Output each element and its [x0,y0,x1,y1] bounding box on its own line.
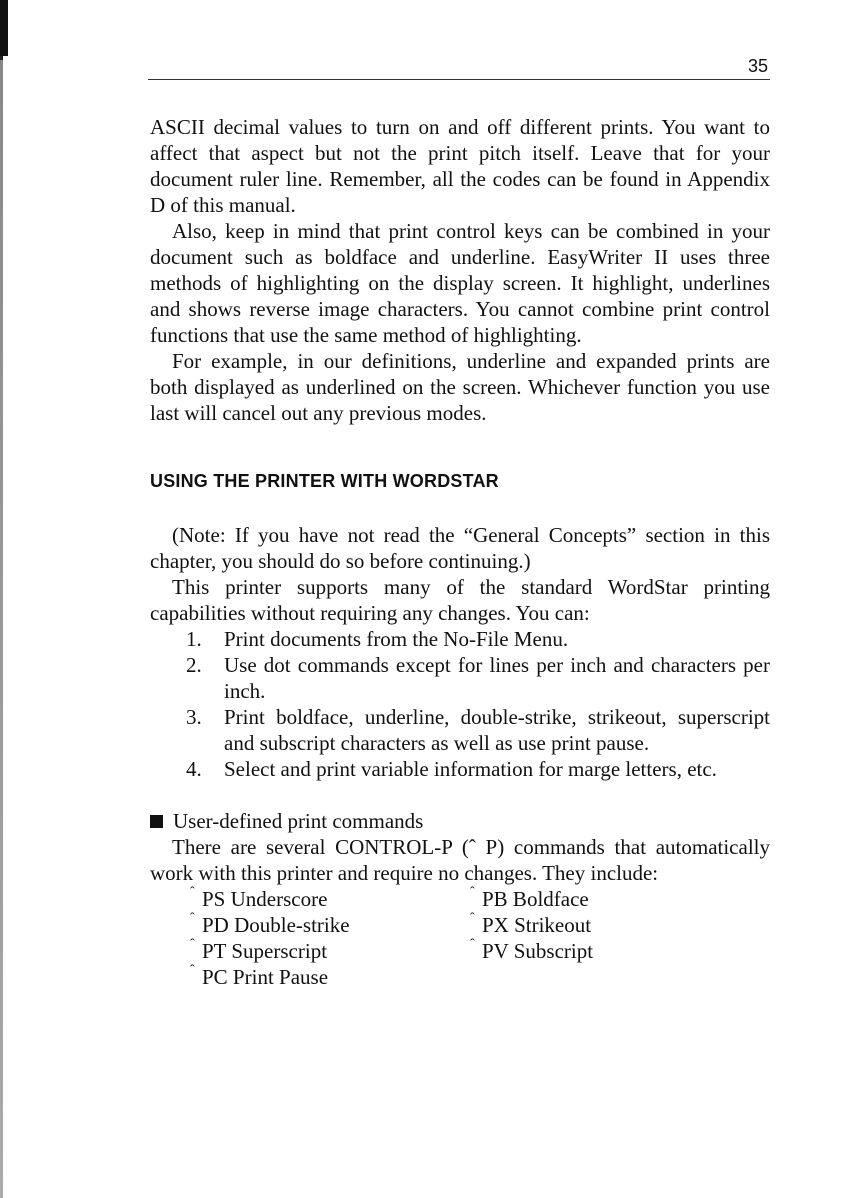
section-note: (Note: If you have not read the “General Concepts” section in this chapter, you should do so before continuing.) [150,523,770,573]
user-defined-description [150,834,770,886]
command-label: PX Strikeout [482,913,592,937]
user-defined-heading [150,808,770,834]
list-item-number: 3. [186,705,202,729]
binding-edge [0,0,3,1198]
caret-icon: ˆ [190,937,195,952]
list-item [150,756,770,782]
list-item-text: Use dot commands except for lines per inch and characters per inch. [224,653,770,703]
binding-mark [0,0,8,56]
command-table [190,886,770,990]
caret-icon: ˆ [190,885,195,900]
command-item [190,912,470,938]
list-item-number: 1. [186,627,202,651]
command-item [190,938,470,964]
list-item-text: Print boldface, underline, double-strike, strikeout, superscript and subscript characters as well as use print pause. [224,705,770,755]
command-label: PT Superscript [202,939,328,963]
command-label: PD Double-strike [202,913,350,937]
list-item [150,704,770,756]
square-bullet-icon [150,815,163,828]
description-part-2: P) commands that automatically work with this printer and require no changes. They include: [150,835,770,885]
caret-icon: ˆ [470,911,475,926]
list-item-number: 4. [186,757,202,781]
list-item-text: Print documents from the No-File Menu. [224,627,569,651]
command-item [470,886,710,912]
section-heading: USING THE PRINTER WITH WORDSTAR [150,471,499,491]
command-label: PS Underscore [202,887,328,911]
list-item [150,626,770,652]
command-item [470,912,710,938]
list-item-text: Select and print variable information for marge letters, etc. [224,757,717,781]
section-lead: This printer supports many of the standard WordStar printing capabilities without requiring any changes. You can: [150,575,770,625]
command-label: PV Subscript [482,939,594,963]
command-label: PC Print Pause [202,965,329,989]
description-part-1: There are several CONTROL-P ( [172,835,469,859]
page-content [150,114,770,990]
page-number: 35 [747,56,768,76]
command-item [470,938,710,964]
list-item [150,652,770,704]
intro-paragraph-1: ASCII decimal values to turn on and off different prints. You want to affect that aspect but not the print pitch itself. Leave that for your document ruler line. Remember, all the codes can be found in Appendix D of this manual. [150,115,770,217]
caret-icon: ˆ [190,963,195,978]
command-item [190,964,470,990]
capability-list [150,626,770,782]
caret-icon: ˆ [470,885,475,900]
command-label: PB Boldface [482,887,589,911]
header-rule [148,79,770,80]
intro-paragraph-3: For example, in our definitions, underline and expanded prints are both displayed as underlined on the screen. Whichever function you use last will cancel out any previous modes. [150,349,770,425]
caret-icon: ˆ [190,911,195,926]
intro-paragraph-2: Also, keep in mind that print control keys can be combined in your document such as boldface and underline. EasyWriter II uses three methods of highlighting on the display screen. It highlight, underlines and shows reverse image characters. You cannot combine print control functions that use the same method of highlighting. [150,219,770,347]
user-defined-title: User-defined print commands [173,809,424,833]
command-item [190,886,470,912]
caret-icon: ˆ [470,937,475,952]
caret-symbol: ˆ [468,835,476,859]
list-item-number: 2. [186,653,202,677]
